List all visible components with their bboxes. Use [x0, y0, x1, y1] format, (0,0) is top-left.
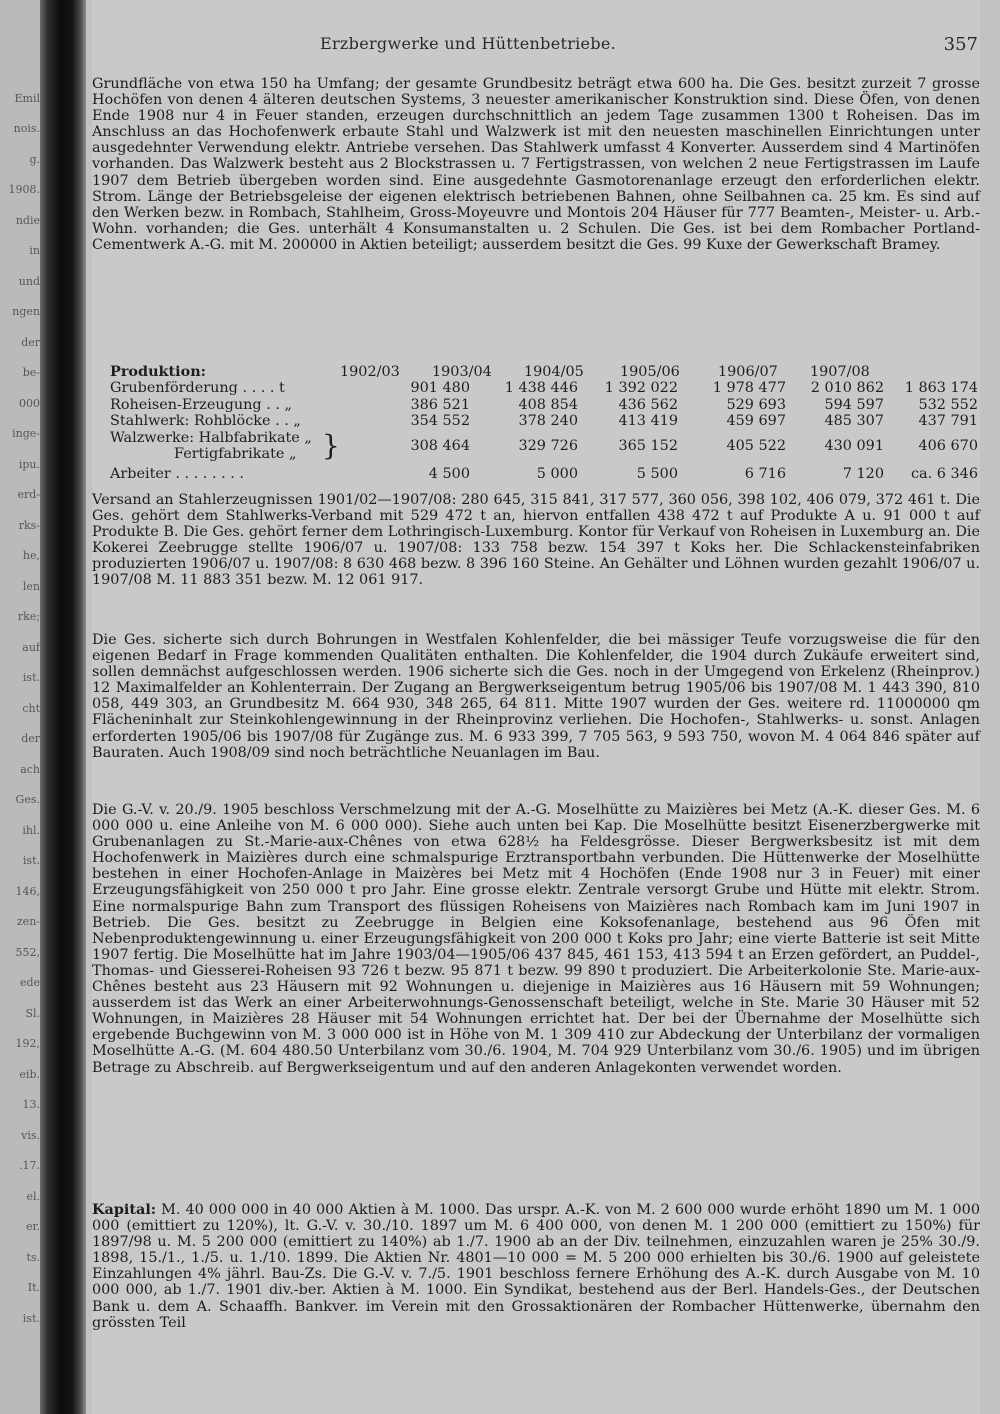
- table-cell: 413 419: [618, 413, 678, 430]
- margin-fragment: ede: [19, 976, 40, 990]
- margin-fragment: rks-: [18, 518, 40, 532]
- margin-fragment: und: [18, 274, 40, 288]
- table-cell: 436 562: [618, 396, 678, 413]
- capital-paragraph: [92, 1202, 980, 1331]
- table-cell: 459 697: [726, 413, 786, 430]
- margin-fragment: len: [22, 579, 40, 593]
- margin-fragment: der: [21, 335, 40, 349]
- row-label: Roheisen-Erzeugung . . „: [110, 396, 292, 413]
- table-cell: 1 863 174: [904, 380, 978, 397]
- table-row: [92, 466, 980, 482]
- margin-fragment: ist.: [22, 671, 40, 685]
- capital-paragraph-block: [92, 1202, 980, 1331]
- margin-fragment: ist.: [22, 854, 40, 868]
- margin-fragment: zen-: [16, 915, 40, 929]
- year-header: 1905/06: [620, 364, 680, 380]
- production-table: [92, 364, 980, 483]
- table-row: [92, 397, 980, 413]
- table-cell: 4 500: [428, 466, 470, 483]
- table-cell: 2 010 862: [810, 380, 884, 397]
- margin-fragment: cht: [22, 701, 40, 715]
- table-cell: 5 500: [636, 466, 678, 483]
- merger-paragraph: Die G.-V. v. 20./9. 1905 beschloss Verschmelzung mit der A.-G. Moselhütte zu Maizières bei Metz (A.-K. dieser Ges. M. 6 000 000 u. eine Anleihe von M. 6 000 000). Siehe auch unten bei Kap. Die Moselhütte besitzt Eisenerzbergwerke mit Grubenanlagen zu St.-Marie-aux-Chênes von etwa 628½ ha Feldesgrösse. Dieser Bergwerksbesitz ist mit dem Hochofenwerk in Maizières durch eine schmalspurige Erztransportbahn verbunden. Die Hüttenwerke der Moselhütte bestehen in einer Hochofen-Anlage in Maizères bei Metz mit 4 Hochöfen (Ende 1908 nur 3 in Feuer) mit einer Erzeugungsfähigkeit von 250 000 t pro Jahr. Eine grosse elektr. Zentrale versorgt Grube und Hütte mit elektr. Strom. Eine normalspurige Bahn zum Transport des flüssigen Roheisens von Maizières nach Rombach kam im Juni 1907 in Betrieb. Die Ges. besitzt zu Zeebrugge in Belgien eine Koksofenanlage, bestehend aus 96 Öfen mit Nebenproduktengewinnung u. einer Erzeugungsfähigkeit von 200 000 t Koks pro Jahr; eine vierte Batterie ist seit Mitte 1907 fertig. Die Moselhütte hat im Jahre 1903/04—1905/06 437 845, 461 153, 413 594 t an Erzen gefördert, an Puddel-, Thomas- und Giesserei-Roheisen 93 726 t bezw. 95 871 t bezw. 99 890 t produziert. Die Arbeiterkolonie Ste. Marie-aux-Chênes besteht aus 23 Häusern mit 92 Wohnungen u. diejenige in Maizières aus 16 Häusern mit 59 Wohnungen; ausserdem ist das Werk an einer Arbeiterwohnungs-Genossenschaft beteiligt, welche in Ste. Marie 30 Häuser mit 52 Wohnungen, in Maizières 28 Häuser mit 54 Wohnungen errichtet hat. Der bei der Übernahme der Moselhütte sich ergebende Buchgewinn von M. 3 000 000 ist in Höhe von M. 1 309 410 zur Abdeckung der Unterbilanz der vormaligen Moselhütte A.-G. (M. 604 480.50 Unterbilanz vom 30./6. 1904, M. 704 929 Unterbilanz vom 30./6. 1905) und im übrigen Betrage zu Abschreib. auf Bergwerkseigentum und auf den anderen Anlagekonten verwendet worden.: [92, 802, 980, 1076]
- margin-fragment: inge-: [12, 427, 40, 441]
- page-header: [92, 34, 980, 58]
- table-cell: 378 240: [518, 413, 578, 430]
- merger-paragraph-block: [92, 802, 980, 1076]
- row-label: Grubenförderung . . . . t: [110, 380, 285, 397]
- table-row: [92, 430, 980, 463]
- table-cell: 408 854: [518, 396, 578, 413]
- margin-fragment: ngen: [12, 305, 40, 319]
- margin-fragment: vis.: [21, 1128, 40, 1142]
- margin-fragment: .17.: [19, 1159, 40, 1173]
- table-cell: 437 791: [918, 413, 978, 430]
- table-cell: 1 392 022: [604, 380, 678, 397]
- margin-fragment: erd-: [17, 488, 40, 502]
- brace-glyph: }: [322, 428, 340, 462]
- margin-fragment: ach: [20, 762, 40, 776]
- running-title: Erzbergwerke und Hüttenbetriebe.: [320, 34, 617, 53]
- year-header: 1907/08: [810, 364, 870, 380]
- table-cell: 354 552: [410, 413, 470, 430]
- margin-fragment: Emil: [14, 92, 40, 105]
- margin-fragment: 1908.: [8, 183, 40, 197]
- margin-fragment: 552,: [15, 945, 40, 959]
- table-cell: 901 480: [410, 380, 470, 397]
- table-cell: 5 000: [536, 466, 578, 483]
- table-cell: 1 978 477: [712, 380, 786, 397]
- row-label: Walzwerke: Halbfabrikate „: [110, 429, 312, 446]
- table-cell: ca. 6 346: [911, 466, 978, 483]
- margin-fragment: ist.: [22, 1311, 40, 1325]
- table-cell: 329 726: [518, 437, 578, 454]
- left-facing-page-margin: [0, 0, 42, 1414]
- shipment-paragraph-block: [92, 492, 980, 589]
- book-page: [92, 0, 980, 1414]
- margin-fragment: el.: [26, 1189, 40, 1203]
- table-cell: 365 152: [618, 437, 678, 454]
- intro-paragraph-block: [92, 76, 980, 253]
- margin-fragment: ts.: [26, 1250, 40, 1264]
- year-header: 1902/03: [340, 364, 400, 380]
- margin-fragment: er.: [25, 1220, 40, 1234]
- book-spine-shadow: [40, 0, 86, 1414]
- coal-fields-paragraph: Die Ges. sicherte sich durch Bohrungen in Westfalen Kohlenfelder, die bei mässiger Teufe vorzugsweise die für den eigenen Bedarf in Frage kommenden Qualitäten enthalten. Die Kohlenfelder, die 1904 durch Zukäufe erweitert sind, sollen demnächst aufgeschlossen werden. 1906 sicherte sich die Ges. noch in der Umgegend von Erkelenz (Rheinprov.) 12 Maximalfelder an Kohlenterrain. Der Zugang an Bergwerkseigentum betrug 1905/06 bis 1907/08 M. 1 443 390, 810 058, 449 303, an Grundbesitz M. 664 930, 348 265, 64 811. Mitte 1907 wurden der Ges. weitere rd. 11000000 qm Flächeninhalt zur Steinkohlengewinnung in der Rheinprovinz verliehen. Die Hochofen-, Stahlwerks- u. sonst. Anlagen erforderten 1905/06 bis 1907/08 für Zugänge zus. M. 6 933 399, 7 705 563, 9 593 750, wovon M. 4 064 846 später auf Bauraten. Auch 1908/09 sind noch beträchtliche Neuanlagen im Bau.: [92, 632, 980, 761]
- capital-text: M. 40 000 000 in 40 000 Aktien à M. 1000. Das urspr. A.-K. von M. 2 600 000 wurde erhöht 1890 um M. 1 000 000 (emittiert zu 120%), lt. G.-V. v. 30./10. 1897 um M. 6 400 000, von denen M. 1 200 000 (emittiert zu 150%) für 1897/98 u. M. 5 200 000 (emittiert zu 140%) ab 1./7. 1900 ab an der Div. teilnehmen, einzuzahlen waren je 25% 30./9. 1898, 15./1., 1./5. u. 1./10. 1899. Die Aktien Nr. 4801—10 000 = M. 5 200 000 erhielten bis 30./6. 1900 auf geleistete Einzahlungen 4% jährl. Bau-Zs. Die G.-V. v. 7./5. 1901 beschloss fernere Erhöhung des A.-K. durch Ausgabe von M. 10 000 000, ab 1./7. 1901 div.-ber. Aktien à M. 1000. Ein Syndikat, bestehend aus der Berl. Handels-Ges., der Deutschen Bank u. dem A. Schaaffh. Bankver. im Verein mit den Grossaktionären der Rombacher Hüttenwerke, übernahm den grössten Teil: [92, 1202, 980, 1331]
- margin-fragment: in: [29, 244, 40, 258]
- margin-fragment: der: [21, 732, 40, 746]
- production-header-row: [92, 364, 980, 380]
- table-cell: 405 522: [726, 437, 786, 454]
- year-header: 1904/05: [524, 364, 584, 380]
- table-cell: 430 091: [824, 437, 884, 454]
- margin-fragment: eib.: [19, 1067, 40, 1081]
- margin-fragment: he,: [22, 549, 40, 563]
- margin-fragment: Ges.: [15, 793, 40, 807]
- table-cell: 6 716: [744, 466, 786, 483]
- margin-fragment: 192,: [15, 1037, 40, 1051]
- table-row: [92, 413, 980, 429]
- row-label: Arbeiter . . . . . . . .: [110, 466, 244, 483]
- margin-fragment: ndie: [15, 213, 40, 227]
- table-cell: 485 307: [824, 413, 884, 430]
- year-header: 1903/04: [432, 364, 492, 380]
- margin-fragment: 13.: [22, 1098, 40, 1112]
- table-cell: 1 438 446: [504, 380, 578, 397]
- table-cell: 406 670: [918, 437, 978, 454]
- margin-fragment: be-: [22, 366, 40, 380]
- table-cell: 529 693: [726, 396, 786, 413]
- margin-fragment: auf: [22, 640, 40, 654]
- table-cell: 7 120: [842, 466, 884, 483]
- capital-lead: Kapital:: [92, 1201, 157, 1218]
- margin-fragment: 000: [19, 396, 40, 410]
- margin-fragment: It.: [27, 1281, 40, 1295]
- margin-fragment: nois.: [13, 122, 40, 136]
- margin-fragment: ihl.: [22, 823, 40, 837]
- row-label: Stahlwerk: Rohblöcke . . „: [110, 413, 301, 430]
- row-label: Fertigfabrikate „: [174, 445, 297, 462]
- table-cell: 532 552: [918, 396, 978, 413]
- table-cell: 594 597: [824, 396, 884, 413]
- year-header: 1906/07: [718, 364, 778, 380]
- margin-fragment: g.: [29, 152, 40, 166]
- table-cell: 386 521: [410, 396, 470, 413]
- intro-paragraph: Grundfläche von etwa 150 ha Umfang; der gesamte Grundbesitz beträgt etwa 600 ha. Die Ges. besitzt zurzeit 7 grosse Hochöfen von denen 4 älteren deutschen Systems, 3 neuester amerikanischer Konstruktion sind. Diese Öfen, von denen Ende 1908 nur 4 in Feuer standen, erzeugen durchschnittlich an jedem Tage zusammen 1300 t Roheisen. Das im Anschluss an das Hochofenwerk erbaute Stahl und Walzwerk ist mit den neuesten maschinellen Einrichtungen unter ausgedehnter Verwendung elektr. Antriebe versehen. Das Stahlwerk umfasst 4 Konverter. Ausserdem sind 4 Martinöfen vorhanden. Das Walzwerk besteht aus 2 Blockstrassen u. 7 Fertigstrassen, von welchen 2 neue Fertigstrassen im Laufe 1907 dem Betrieb übergeben worden sind. Eine ausgedehnte Gasmotorenanlage erzeugt den erforderlichen elektr. Strom. Länge der Betriebsgeleise der eigenen elektrisch betriebenen Bahnen, ohne Seilbahnen ca. 25 km. Es sind auf den Werken bezw. in Rombach, Stahlheim, Gross-Moyeuvre und Montois 204 Häuser für 777 Beamten-, Meister- u. Arb.-Wohn. vorhanden; die Ges. unterhält 4 Konsumanstalten u. 2 Schulen. Die Ges. ist bei dem Rombacher Portland-Cementwerk A.-G. mit M. 200000 in Aktien beteiligt; ausserdem besitzt die Ges. 99 Kuxe der Gewerkschaft Bramey.: [92, 76, 980, 253]
- page-number: 357: [943, 34, 978, 55]
- margin-fragment: 146,: [15, 884, 40, 898]
- coal-fields-paragraph-block: [92, 632, 980, 761]
- table-cell: 308 464: [410, 437, 470, 454]
- margin-fragment: ipu.: [18, 457, 40, 471]
- production-title: Produktion:: [110, 363, 206, 380]
- margin-fragment: Sl.: [25, 1006, 40, 1020]
- shipment-paragraph: Versand an Stahlerzeugnissen 1901/02—1907/08: 280 645, 315 841, 317 577, 360 056, 398 102, 406 079, 372 461 t. Die Ges. gehört dem Stahlwerks-Verband mit 529 472 t an, hiervon entfallen 438 472 t auf Produkte A u. 91 000 t auf Produkte B. Die Ges. gehört ferner dem Lothringisch-Luxemburg. Kontor für Verkauf von Roheisen in Luxemburg an. Die Kokerei Zeebrugge stellte 1906/07 u. 1907/08: 133 758 bezw. 154 397 t Koks her. Die Schlackensteinfabriken produzierten 1906/07 u. 1907/08: 8 630 468 bezw. 8 396 160 Steine. An Gehälter und Löhnen wurden gezahlt 1906/07 u. 1907/08 M. 11 883 351 bezw. M. 12 061 917.: [92, 492, 980, 589]
- table-row: [92, 380, 980, 396]
- margin-fragment: rke;: [17, 610, 40, 624]
